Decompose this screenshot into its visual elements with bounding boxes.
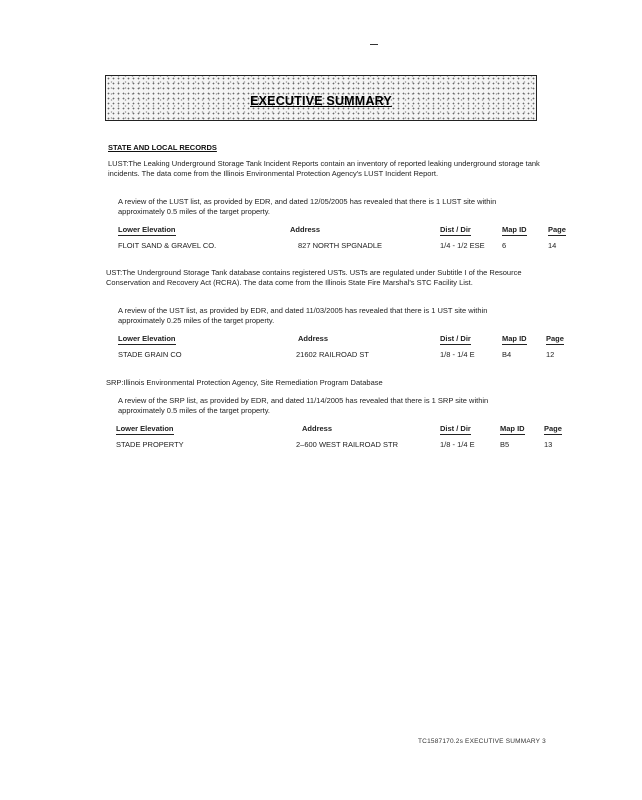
table-row-address: 21602 RAILROAD ST xyxy=(296,350,369,359)
lust-description: LUST:The Leaking Underground Storage Tank Incident Reports contain an inventory of reported leaking underground storage tank incidents. The data come from the Illinois Environmental Protection Agency's LUST Incident Report. xyxy=(108,159,540,178)
srp-dist-dir-header: Dist / Dir xyxy=(440,424,471,433)
table-row-dist-dir: 1/8 - 1/4 E xyxy=(440,350,475,359)
ust-elevation-header: Lower Elevation xyxy=(118,334,176,343)
table-row-name: STADE PROPERTY xyxy=(116,440,184,449)
lust-dist-dir-header: Dist / Dir xyxy=(440,225,471,234)
ust-description: UST:The Underground Storage Tank database contains registered USTs. USTs are regulated under Subtitle I of the Resource Conservation and Recovery Act (RCRA). The data come from the Illinois State Fire Marshal's STC Facility List. xyxy=(106,268,522,287)
lust-table xyxy=(118,225,578,251)
page-title: EXECUTIVE SUMMARY xyxy=(250,94,392,108)
executive-summary-banner xyxy=(105,75,537,121)
srp-description: SRP:Illinois Environmental Protection Agency, Site Remediation Program Database xyxy=(106,378,383,387)
table-row-page: 13 xyxy=(544,440,553,449)
table-row-map-id: B4 xyxy=(502,350,512,359)
section-heading: STATE AND LOCAL RECORDS xyxy=(108,143,217,152)
table-row-address: 2–600 WEST RAILROAD STR xyxy=(296,440,398,449)
table-row-map-id: 6 xyxy=(502,241,507,250)
scan-mark xyxy=(370,44,378,45)
srp-address-header: Address xyxy=(302,424,333,433)
lust-review-text: A review of the LUST list, as provided by EDR, and dated 12/05/2005 has revealed that there is 1 LUST site within approximately 0.5 miles of the target property. xyxy=(118,197,497,216)
page-footer: TC1587170.2s EXECUTIVE SUMMARY 3 xyxy=(418,738,546,745)
srp-elevation-header: Lower Elevation xyxy=(116,424,174,433)
ust-dist-dir-header: Dist / Dir xyxy=(440,334,471,343)
lust-page-header: Page xyxy=(548,225,566,234)
ust-address-header: Address xyxy=(298,334,329,343)
srp-review-text: A review of the SRP list, as provided by EDR, and dated 11/14/2005 has revealed that there is 1 SRP site within approximately 0.5 miles of the target property. xyxy=(118,396,489,415)
table-row-page: 12 xyxy=(546,350,555,359)
lust-address-header: Address xyxy=(290,225,321,234)
srp-page-header: Page xyxy=(544,424,562,433)
lust-elevation-header: Lower Elevation xyxy=(118,225,176,234)
srp-table xyxy=(116,424,576,450)
lust-map-id-header: Map ID xyxy=(502,225,527,234)
ust-page-header: Page xyxy=(546,334,564,343)
table-row-dist-dir: 1/8 - 1/4 E xyxy=(440,440,475,449)
table-row-page: 14 xyxy=(548,241,557,250)
ust-map-id-header: Map ID xyxy=(502,334,527,343)
table-row-name: FLOIT SAND & GRAVEL CO. xyxy=(118,241,217,250)
ust-table xyxy=(118,334,578,360)
table-row-name: STADE GRAIN CO xyxy=(118,350,182,359)
srp-map-id-header: Map ID xyxy=(500,424,525,433)
ust-review-text: A review of the UST list, as provided by EDR, and dated 11/03/2005 has revealed that there is 1 UST site within approximately 0.25 miles of the target property. xyxy=(118,306,488,325)
table-row-map-id: B5 xyxy=(500,440,510,449)
table-row-dist-dir: 1/4 - 1/2 ESE xyxy=(440,241,485,250)
table-row-address: 827 NORTH SPGNADLE xyxy=(298,241,383,250)
